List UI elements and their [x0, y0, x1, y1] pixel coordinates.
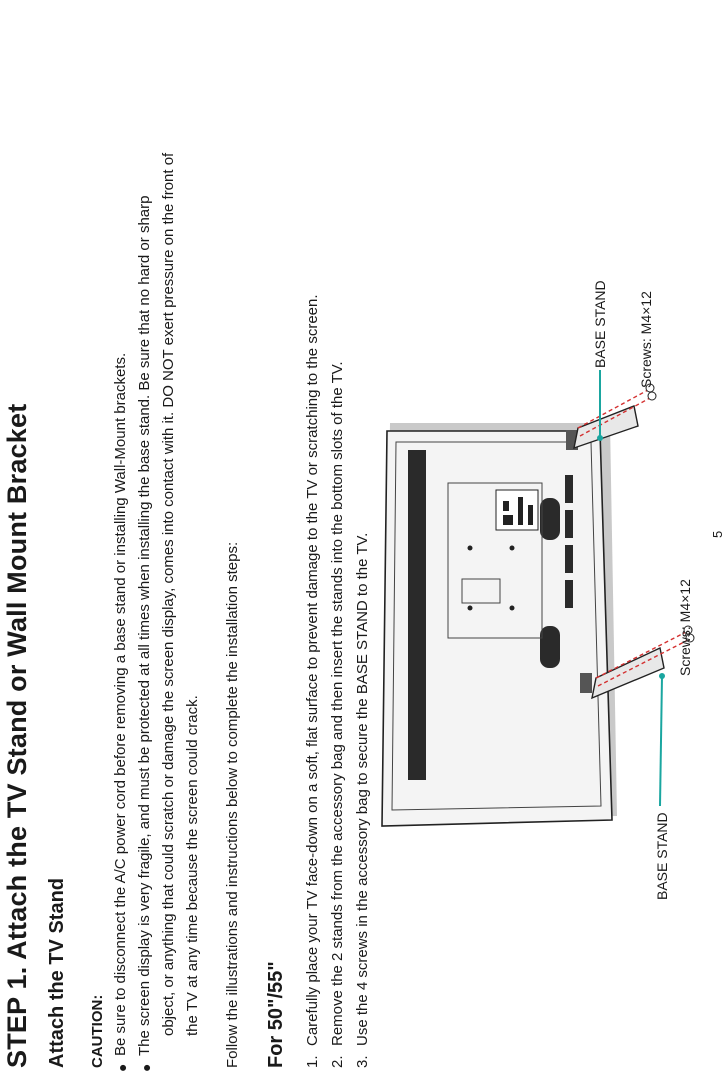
base-stand-label-left: BASE STAND: [654, 812, 670, 900]
speaker-grille-right: [540, 498, 560, 540]
caution-item-2: The screen display is very fragile, and must be protected at all times when installing the base stand. Be sure that no hard or sharp: [136, 195, 153, 1056]
page-title: STEP 1. Attach the TV Stand or Wall Mount Bracket: [2, 403, 32, 1068]
base-stand-label-right: BASE STAND: [592, 280, 608, 368]
caution-item-2-cont: object, or anything that could scratch or damage the screen display, comes into contact with it. DO NOT exert pressure on the front of: [160, 152, 177, 1036]
section-heading: Attach the TV Stand: [46, 877, 68, 1068]
step-1-text: Carefully place your TV face-down on a soft, flat surface to prevent damage to the TV or scratching to the screen.: [304, 294, 321, 1046]
stand-slot-left: [580, 673, 592, 693]
step-2-text: Remove the 2 stands from the accessory bag and then insert the stands into the bottom slots of the TV.: [329, 361, 346, 1046]
step-3-text: Use the 4 screws in the accessory bag to secure the BASE STAND to the TV.: [354, 532, 371, 1046]
screws-label-left: Screws: M4×12: [677, 579, 693, 676]
bullet-icon: ●: [114, 1063, 130, 1072]
step-2-number: 2.: [329, 1055, 346, 1068]
callout-left: [660, 676, 662, 806]
follow-instructions: Follow the illustrations and instructions below to complete the installation steps:: [224, 541, 241, 1068]
model-heading: For 50"/55": [265, 961, 287, 1068]
caution-item-1: Be sure to disconnect the A/C power cord before removing a base stand or installing Wall-Mount brackets.: [112, 352, 129, 1056]
screws-label-right: Screws: M4×12: [638, 291, 654, 388]
step-1-number: 1.: [304, 1055, 321, 1068]
vent-strip-top: [408, 450, 426, 780]
bullet-icon: ●: [138, 1063, 154, 1072]
page-number: 5: [710, 530, 725, 538]
caution-item-2-end: the TV at any time because the screen could crack.: [184, 695, 201, 1036]
speaker-grille-left: [540, 626, 560, 668]
step-3-number: 3.: [354, 1055, 371, 1068]
caution-label: CAUTION:: [89, 994, 106, 1068]
